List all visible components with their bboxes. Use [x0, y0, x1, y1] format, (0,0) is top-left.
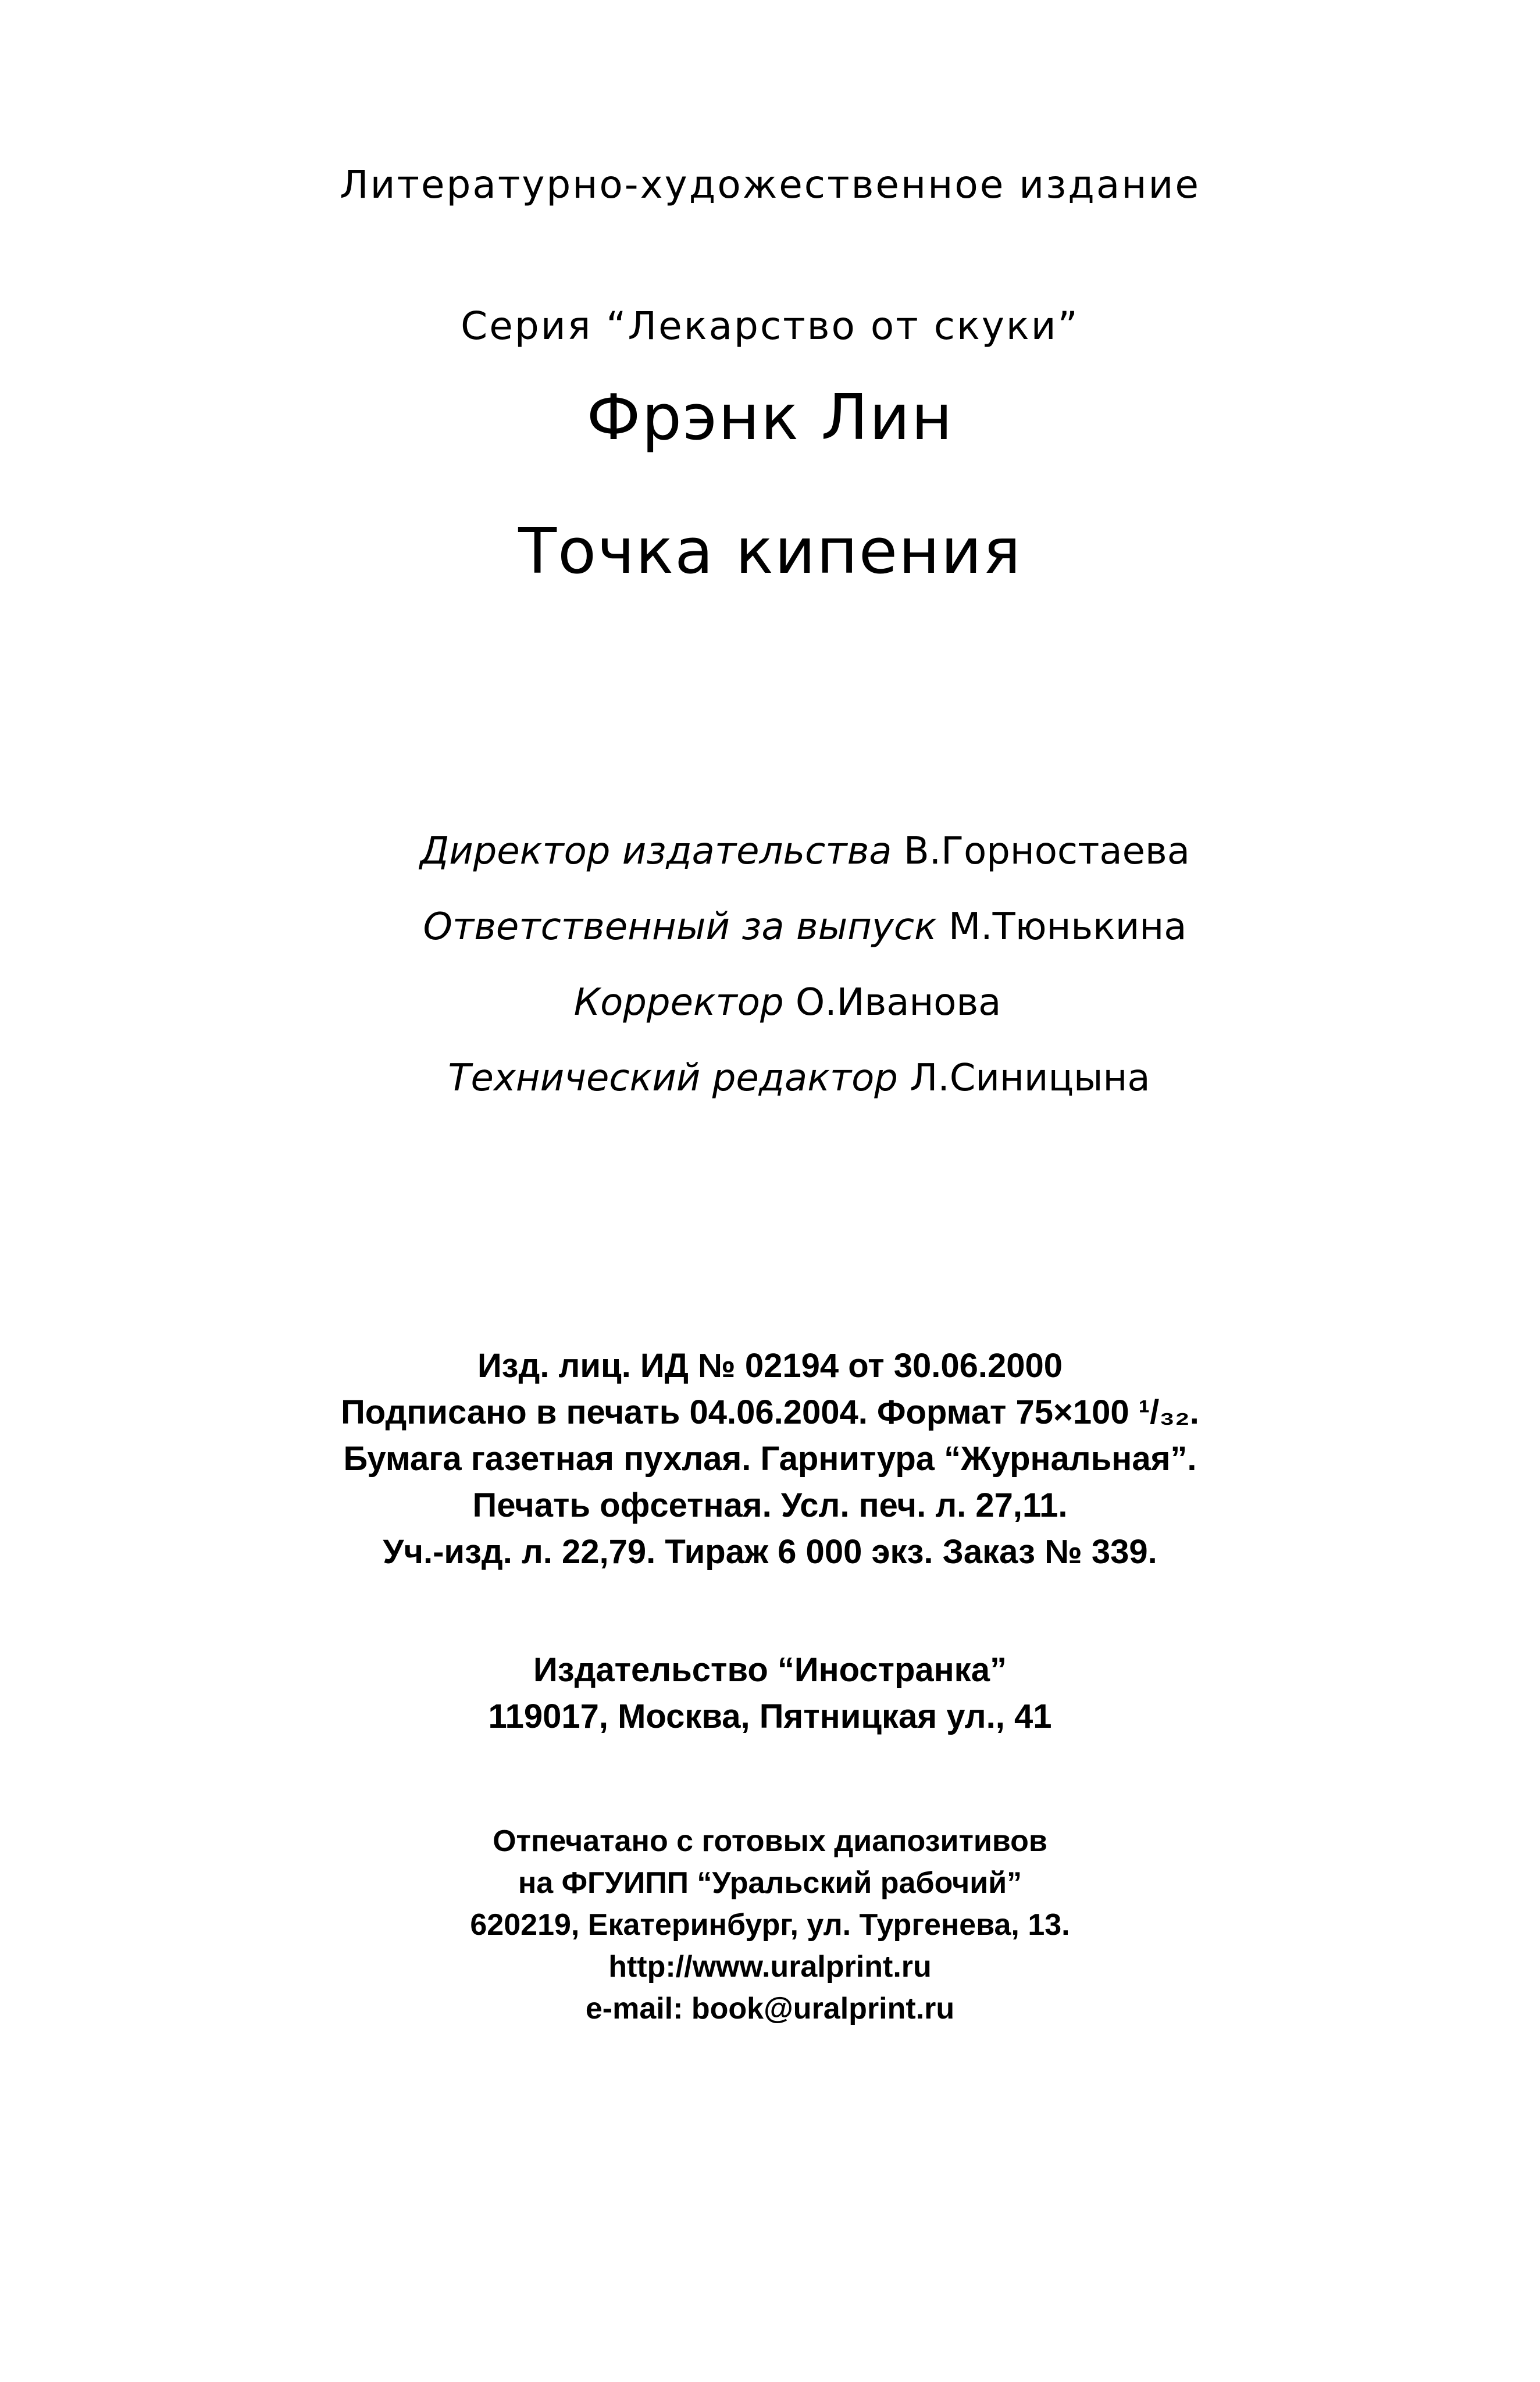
printer-note: Отпечатано с готовых диапозитивов: [493, 1824, 1047, 1858]
staff-role: Технический редактор: [448, 1057, 898, 1100]
staff-person: Л.Синицына: [910, 1057, 1150, 1100]
staff-person: О.Иванова: [795, 981, 1001, 1024]
staff-role: Корректор: [573, 981, 784, 1024]
book-title: Точка кипения: [518, 515, 1022, 588]
publisher-address: 119017, Москва, Пятницкая ул., 41: [488, 1698, 1052, 1735]
staff-director: [35, 830, 1540, 873]
staff-role: Ответственный за выпуск: [423, 905, 937, 948]
imprint-license: Изд. лиц. ИД № 02194 от 30.06.2000: [477, 1347, 1063, 1385]
staff-role: Директор издательства: [420, 830, 892, 873]
staff-responsible: [35, 905, 1540, 948]
staff-technical-editor: [29, 1057, 1540, 1100]
staff-person: М.Тюнькина: [949, 905, 1187, 948]
staff-person: В.Горностаева: [903, 830, 1190, 873]
imprint-paper-font: Бумага газетная пухлая. Гарнитура “Журнальная”.: [343, 1440, 1197, 1478]
printer-name: на ФГУИПП “Уральский рабочий”: [518, 1866, 1022, 1900]
staff-proofreader: [17, 981, 1540, 1024]
printer-address: 620219, Екатеринбург, ул. Тургенева, 13.: [470, 1908, 1070, 1942]
imprint-signed-format: Подписано в печать 04.06.2004. Формат 75×100 ¹/₃₂.: [341, 1393, 1199, 1431]
printer-email: e-mail: book@uralprint.ru: [585, 1992, 955, 2026]
imprint-run-order: Уч.-изд. л. 22,79. Тираж 6 000 экз. Заказ № 339.: [383, 1533, 1157, 1571]
printer-website: http://www.uralprint.ru: [608, 1950, 932, 1984]
author-name: Фрэнк Лин: [586, 381, 954, 454]
edition-type: Литературно-художественное издание: [339, 162, 1201, 207]
series-name: Серия “Лекарство от скуки”: [461, 304, 1079, 348]
publisher-name: Издательство “Иностранка”: [533, 1651, 1007, 1689]
imprint-print-sheets: Печать офсетная. Усл. печ. л. 27,11.: [472, 1486, 1068, 1524]
